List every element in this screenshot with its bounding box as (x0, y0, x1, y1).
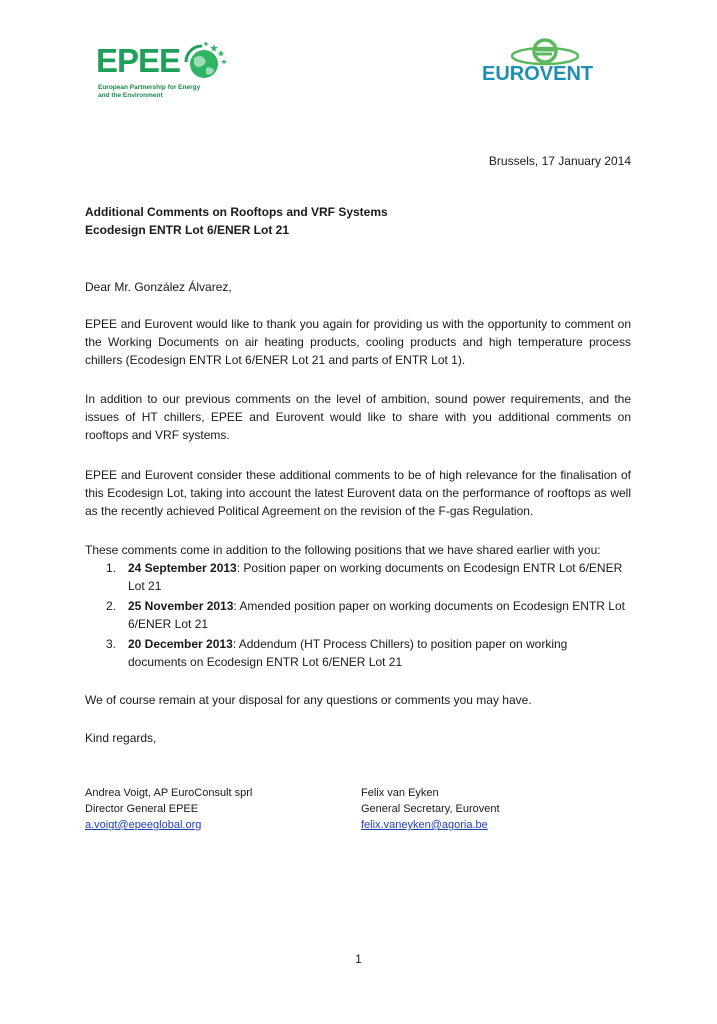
closing: Kind regards, (85, 731, 157, 745)
list-item-text: : Addendum (HT Process Chillers) to position paper on working documents on Ecodesign ENTR Lot 6/ENER Lot 21 (128, 637, 568, 669)
list-item-body (128, 635, 628, 671)
list-item-body (128, 597, 628, 633)
list-item-number: 2. (106, 599, 117, 613)
list-item-date: 20 December 2013 (128, 637, 233, 651)
signer-title: Director General EPEE (85, 803, 199, 815)
list-item-text: : Amended position paper on working documents on Ecodesign ENTR Lot 6/ENER Lot 21 (128, 599, 625, 631)
signer-name: Felix van Eyken (361, 787, 439, 799)
signer-email-link[interactable]: felix.vaneyken@agoria.be (361, 819, 488, 831)
eurovent-logo (480, 38, 615, 93)
salutation: Dear Mr. González Álvarez, (85, 280, 232, 294)
list-item-number: 3. (106, 637, 117, 651)
paragraph-2: In addition to our previous comments on the level of ambition, sound power requirements, and the issues of HT chillers, EPEE and Eurovent would like to share with you additional comments on rooftops and VRF systems. (85, 392, 631, 442)
signature-block-left (85, 785, 252, 833)
paragraph-3: EPEE and Eurovent consider these additional comments to be of high relevance for the finalisation of this Ecodesign Lot, taking into account the latest Eurovent data on the performance of rooftops as well as the recently achieved Political Agreement on the revision of the F-gas Regulation. (85, 468, 631, 518)
subject-line-2: Ecodesign ENTR Lot 6/ENER Lot 21 (85, 223, 290, 237)
globe-stars-icon (180, 40, 228, 84)
letter-date: Brussels, 17 January 2014 (488, 154, 631, 168)
epee-logo-wordmark: EPEE (96, 42, 181, 79)
list-item-date: 24 September 2013 (128, 561, 237, 575)
list-item-text: : Position paper on working documents on Ecodesign ENTR Lot 6/ENER Lot 21 (128, 561, 623, 593)
list-item-date: 25 November 2013 (128, 599, 234, 613)
page-number: 1 (355, 952, 362, 966)
subject-line-1: Additional Comments on Rooftops and VRF Systems (85, 205, 388, 219)
list-item-number: 1. (106, 561, 117, 575)
eurovent-logo-wordmark: EUROVENT (482, 63, 594, 85)
signature-block-right (361, 785, 500, 833)
paragraph-4: These comments come in addition to the following positions that we have shared earlier with you: (85, 543, 601, 557)
signer-name: Andrea Voigt, AP EuroConsult sprl (85, 787, 253, 799)
signer-email-link[interactable]: a.voigt@epeeglobal.org (85, 819, 202, 831)
paragraph-1: EPEE and Eurovent would like to thank you again for providing us with the opportunity to comment on the Working Documents on air heating products, cooling products and high temperature process chillers (Ecodesign ENTR Lot 6/ENER Lot 21 and parts of ENTR Lot 1). (85, 317, 631, 367)
paragraph-5: We of course remain at your disposal for any questions or comments you may have. (85, 693, 532, 707)
epee-logo (96, 38, 236, 108)
epee-logo-tagline: European Partnership for Energy and the Environment (98, 84, 201, 99)
list-item-body (128, 559, 628, 595)
signer-title: General Secretary, Eurovent (361, 803, 500, 815)
